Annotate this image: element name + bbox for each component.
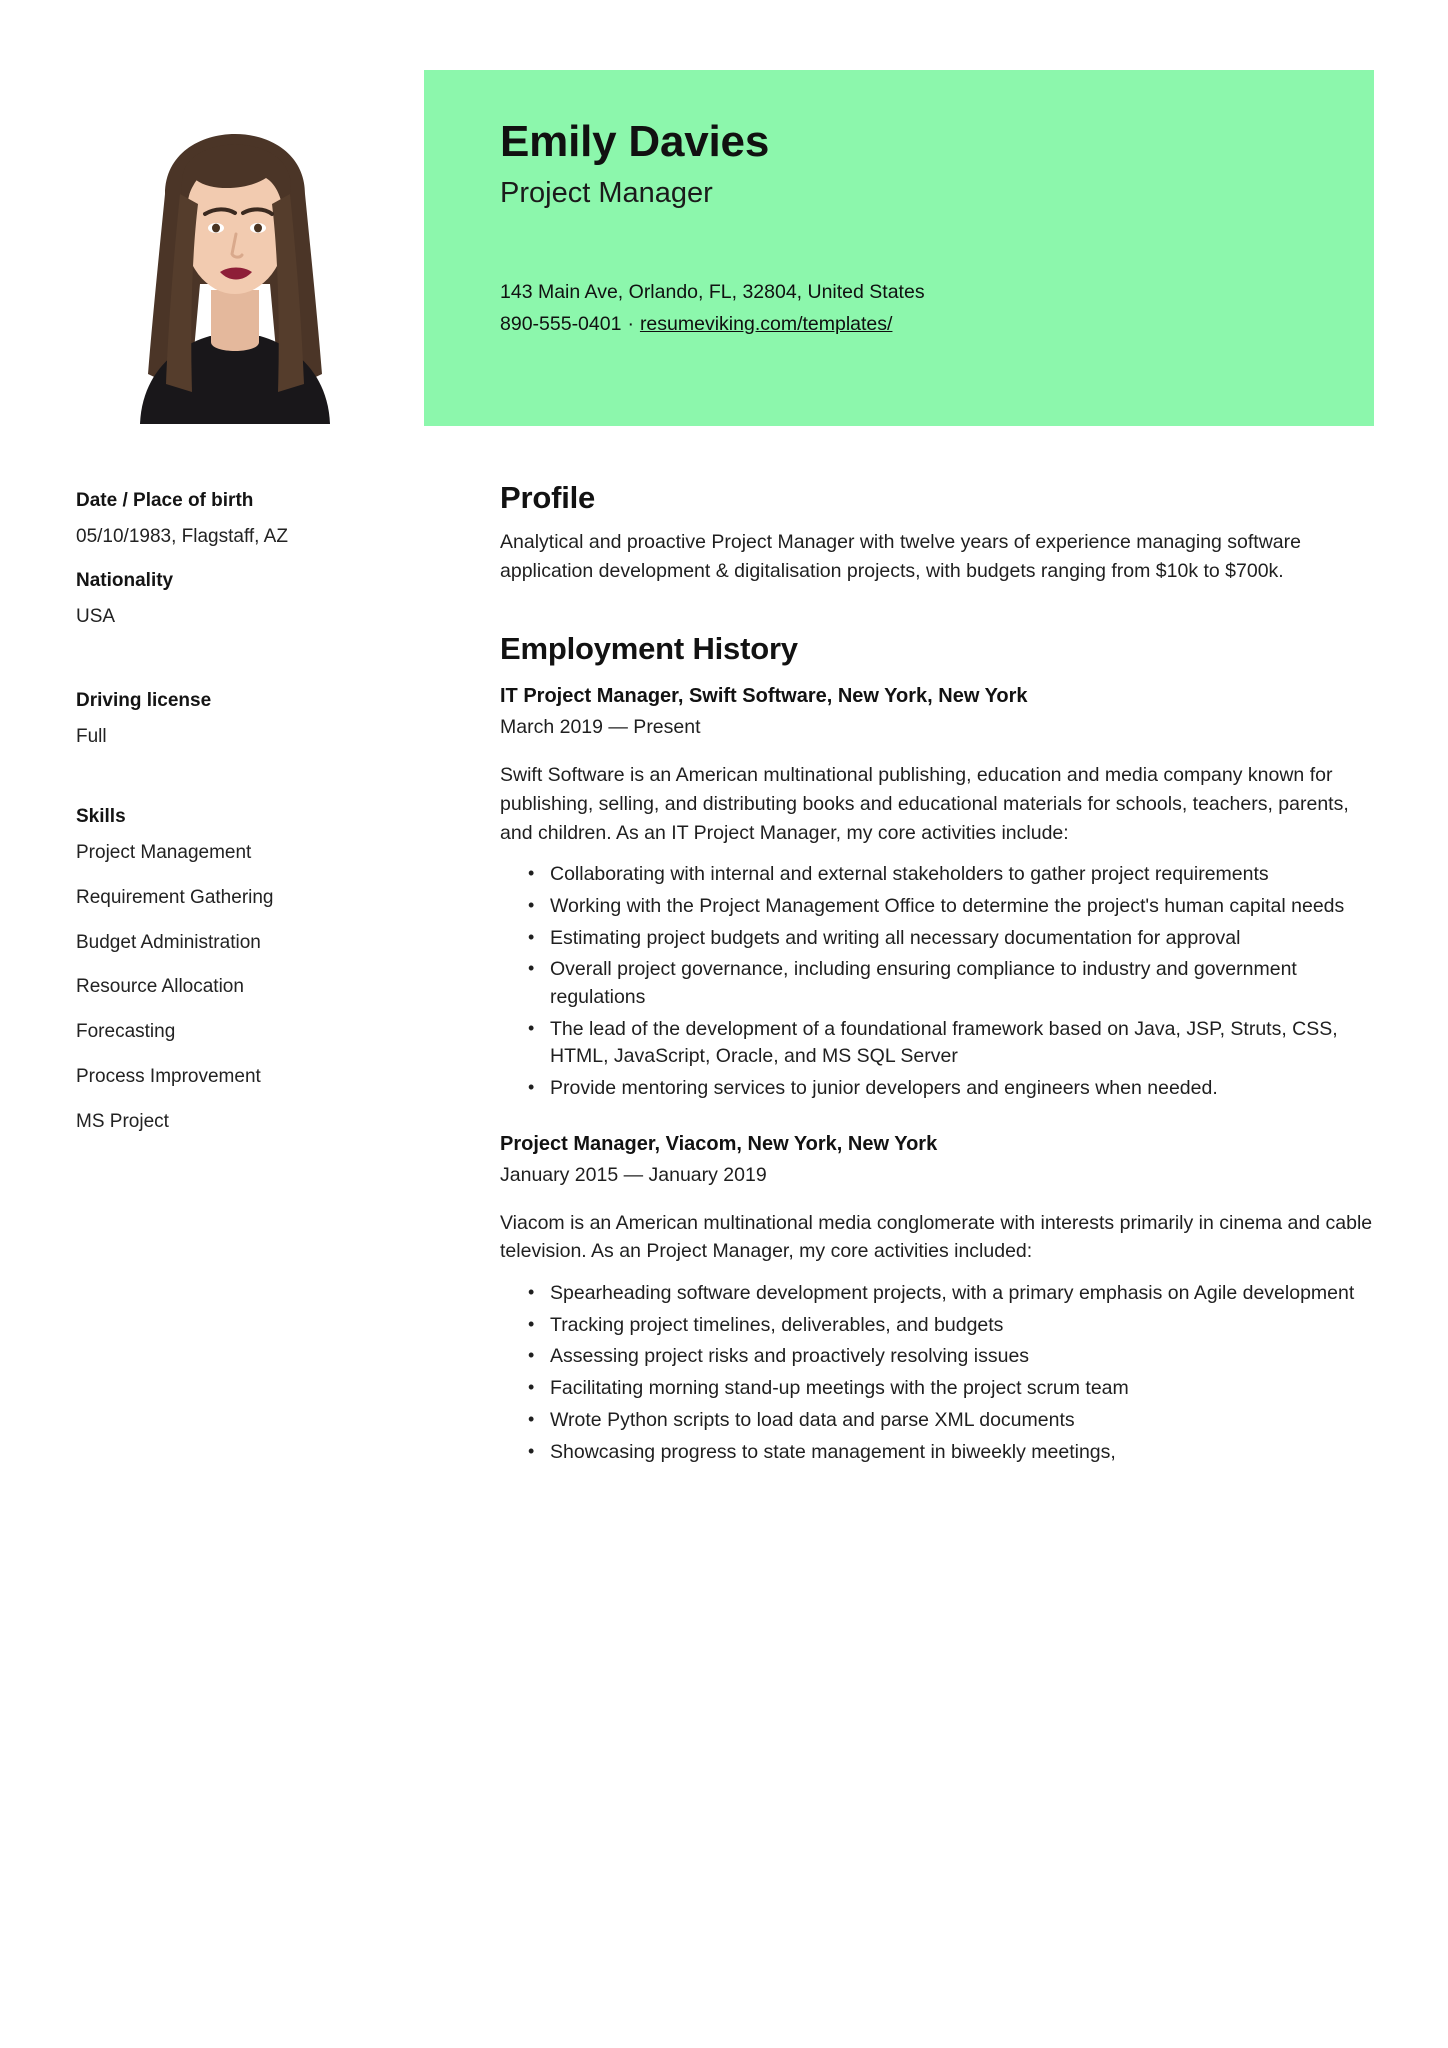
list-item: Requirement Gathering	[76, 886, 274, 908]
list-item: • Wrote Python scripts to load data and parse XML documents	[550, 1407, 1380, 1435]
list-item: • Working with the Project Management Office to determine the project's human capital needs	[550, 893, 1380, 921]
driving-value: Full	[76, 726, 107, 747]
sidebar-section-driving	[76, 690, 476, 748]
job-description: Swift Software is an American multinational publishing, education and media company known for publishing, selling, and distributing books and educational materials for schools, teachers, parents, and children. As an IT Project Manager, my core activities include:	[500, 764, 1349, 844]
contact-separator: ·	[627, 312, 634, 335]
list-item: Project Management	[76, 842, 252, 863]
job-bullets	[500, 1280, 1380, 1466]
header-banner	[424, 70, 1374, 426]
main-content	[500, 480, 1380, 1496]
list-item: Forecasting	[76, 1021, 176, 1043]
employment-entry	[500, 685, 1380, 1102]
contact-address: 143 Main Ave, Orlando, FL, 32804, United States	[500, 281, 925, 304]
list-item: • Facilitating morning stand-up meetings with the project scrum team	[550, 1375, 1380, 1403]
sidebar-section-birth	[76, 490, 476, 548]
nationality-label: Nationality	[76, 570, 174, 591]
employment-entry	[500, 1133, 1380, 1466]
job-bullets	[500, 861, 1380, 1103]
list-item: • Assessing project risks and proactively resolving issues	[550, 1343, 1380, 1371]
list-item: Budget Administration	[76, 931, 261, 953]
section-heading-employment: Employment History	[500, 631, 798, 667]
sidebar-section-skills	[76, 806, 476, 1134]
list-item: MS Project	[76, 1110, 169, 1132]
list-item: • Provide mentoring services to junior developers and engineers when needed.	[550, 1075, 1380, 1103]
list-item: • Spearheading software development projects, with a primary emphasis on Agile development	[550, 1280, 1380, 1308]
contact-website-link[interactable]: resumeviking.com/templates/	[639, 312, 893, 335]
driving-label: Driving license	[76, 690, 212, 711]
job-dates: March 2019 — Present	[500, 716, 701, 739]
job-title: Project Manager	[500, 177, 713, 210]
list-item: • Collaborating with internal and external stakeholders to gather project requirements	[550, 861, 1380, 889]
page-title: Emily Davies	[500, 117, 770, 166]
contact-phone: 890-555-0401	[500, 312, 622, 335]
resume-header	[0, 0, 1448, 430]
avatar	[80, 74, 390, 424]
skills-label: Skills	[76, 806, 126, 827]
list-item: • The lead of the development of a foundational framework based on Java, JSP, Struts, CSS, HTML, JavaScript, Oracle, and MS SQL Server	[550, 1016, 1380, 1071]
section-heading-profile: Profile	[500, 480, 596, 515]
birth-label: Date / Place of birth	[76, 490, 254, 511]
profile-text: Analytical and proactive Project Manager with twelve years of experience managing software application development & digitalisation projects, with budgets ranging from $10k to $700k.	[500, 531, 1301, 582]
job-title-company: IT Project Manager, Swift Software, New York, New York	[500, 685, 1028, 708]
birth-value: 05/10/1983, Flagstaff, AZ	[76, 526, 288, 547]
list-item: • Tracking project timelines, deliverables, and budgets	[550, 1312, 1380, 1340]
list-item: Process Improvement	[76, 1065, 261, 1087]
sidebar-section-nationality	[76, 570, 476, 628]
list-item: • Estimating project budgets and writing all necessary documentation for approval	[550, 925, 1380, 953]
list-item: • Overall project governance, including ensuring compliance to industry and government regulations	[550, 956, 1380, 1011]
sidebar	[76, 490, 476, 1156]
contact-block	[500, 277, 1374, 340]
nationality-value: USA	[76, 606, 116, 627]
list-item: • Showcasing progress to state management in biweekly meetings,	[550, 1439, 1380, 1467]
job-description: Viacom is an American multinational media conglomerate with interests primarily in cinema and cable television. As an Project Manager, my core activities included:	[500, 1211, 1373, 1263]
job-title-company: Project Manager, Viacom, New York, New York	[500, 1132, 938, 1155]
job-dates: January 2015 — January 2019	[500, 1163, 767, 1186]
list-item: Resource Allocation	[76, 976, 244, 998]
